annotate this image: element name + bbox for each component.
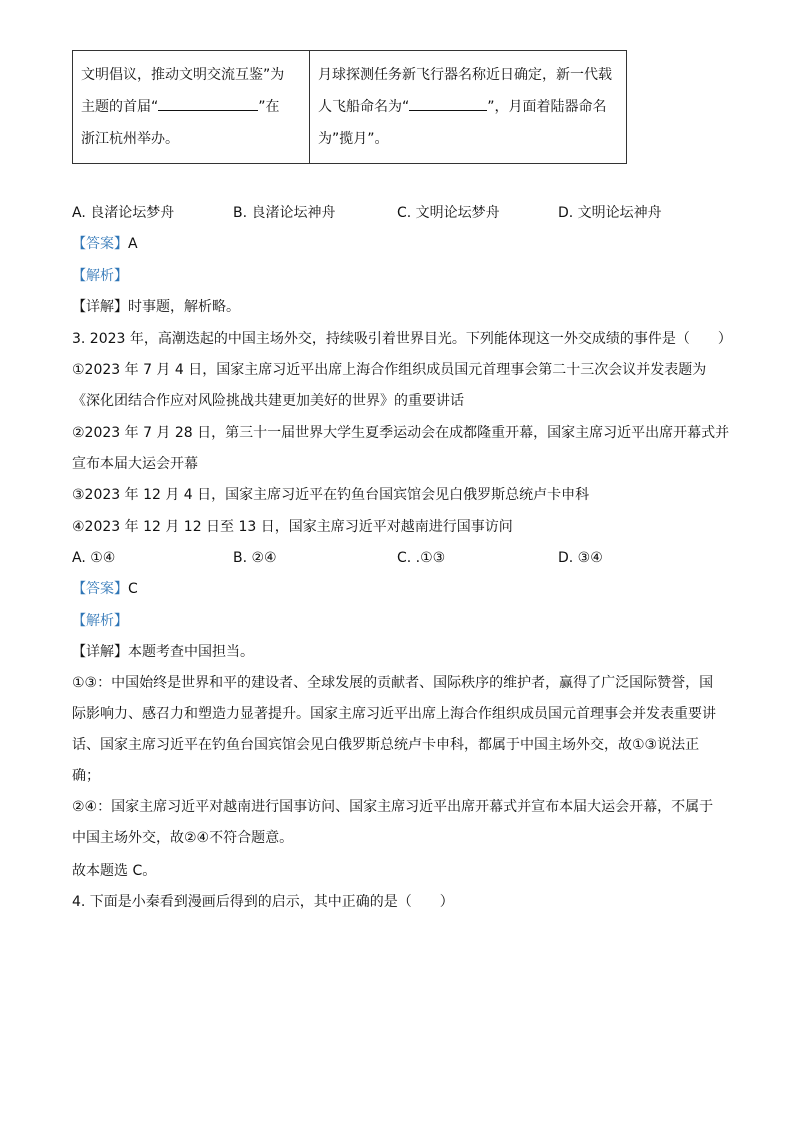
q4-stem: 4. 下面是小秦看到漫画后得到的启示，其中正确的是（ ） — [72, 894, 454, 910]
table-cell-left — [73, 51, 310, 164]
q3-answer-line — [72, 579, 138, 599]
q3-conclusion: 故本题选 C。 — [72, 863, 157, 879]
table-left-line-2 — [81, 91, 301, 123]
q3-analysis-tag: 【解析】 — [72, 613, 128, 629]
q2-answer-value: A — [128, 236, 138, 252]
q3-option-c: C. .①③ — [397, 550, 446, 566]
fill-blank-1 — [158, 94, 258, 111]
q2-answer-line — [72, 234, 138, 254]
table-right-line-1: 月球探测任务新飞行器名称近日确定，新一代载 — [318, 67, 612, 83]
q2-option-b: B. 良渚论坛神舟 — [233, 205, 336, 221]
q2-option-d: D. 文明论坛神舟 — [558, 205, 662, 221]
q3-item-3: ③2023 年 12 月 4 日，国家主席习近平在钓鱼台国宾馆会见白俄罗斯总统卢卡申科 — [72, 487, 590, 503]
fill-blank-2 — [409, 94, 487, 111]
q3-item-2: ②2023 年 7 月 28 日，第三十一届世界大学生夏季运动会在成都隆重开幕，国家主席习近平出席开幕式并 — [72, 425, 730, 441]
q3-answer-value: C — [128, 581, 138, 597]
q3-option-a: A. ①④ — [72, 550, 116, 566]
q2-detail-tag: 【详解】 — [72, 299, 128, 315]
table-left-line-1: 文明倡议，推动文明交流互鉴”为 — [81, 67, 285, 83]
table-right-line-2-b: ”，月面着陆器命名 — [487, 99, 607, 115]
table-left-line-2-b: ”在 — [258, 99, 280, 115]
q2-detail-line — [72, 297, 240, 317]
q3-detail-text: 本题考查中国担当。 — [128, 644, 254, 660]
q3-item-2-cont: 宣布本届大运会开幕 — [72, 456, 198, 472]
q2-option-c: C. 文明论坛梦舟 — [397, 205, 500, 221]
q3-item-4: ④2023 年 12 月 12 日至 13 日，国家主席习近平对越南进行国事访问 — [72, 519, 513, 535]
q3-detail-tag: 【详解】 — [72, 644, 128, 660]
table-right-line-2 — [318, 91, 618, 123]
q2-analysis-tag: 【解析】 — [72, 268, 128, 284]
q3-answer-tag: 【答案】 — [72, 581, 128, 597]
q3-item-1-cont: 《深化团结合作应对风险挑战共建更加美好的世界》的重要讲话 — [72, 393, 464, 409]
table-left-line-2-a: 主题的首届“ — [81, 99, 159, 115]
info-table — [72, 50, 627, 164]
table-right-line-3: 为”揽月”。 — [318, 131, 389, 147]
q3-option-d: D. ③④ — [558, 550, 603, 566]
q3-detail-line — [72, 642, 254, 662]
q2-answer-tag: 【答案】 — [72, 236, 128, 252]
table-right-line-2-a: 人飞船命名为“ — [318, 99, 410, 115]
q2-detail-text: 时事题，解析略。 — [128, 299, 240, 315]
table-cell-right — [310, 51, 627, 164]
q2-option-a: A. 良渚论坛梦舟 — [72, 205, 175, 221]
q3-stem: 3. 2023 年，高潮迭起的中国主场外交，持续吸引着世界目光。下列能体现这一外交成绩的事件是（ ） — [72, 331, 732, 347]
q3-explanation-para-2: ②④：国家主席习近平对越南进行国事访问、国家主席习近平出席开幕式并宣布本届大运会开幕，不属于中国主场外交，故②④不符合题意。 — [72, 799, 714, 846]
table-left-line-3: 浙江杭州举办。 — [81, 131, 179, 147]
q3-option-b: B. ②④ — [233, 550, 277, 566]
q3-explanation-para-1: ①③：中国始终是世界和平的建设者、全球发展的贡献者、国际秩序的维护者，赢得了广泛国际赞誉，国际影响力、感召力和塑造力显著提升。国家主席习近平出席上海合作组织成员国元首理事会并发表重要讲话、国家主席习近平在钓鱼台国宾馆会见白俄罗斯总统卢卡申科，都属于中国主场外交，故①③说法正确； — [72, 675, 716, 784]
q3-item-1: ①2023 年 7 月 4 日，国家主席习近平出席上海合作组织成员国元首理事会第二十三次会议并发表题为 — [72, 362, 707, 378]
